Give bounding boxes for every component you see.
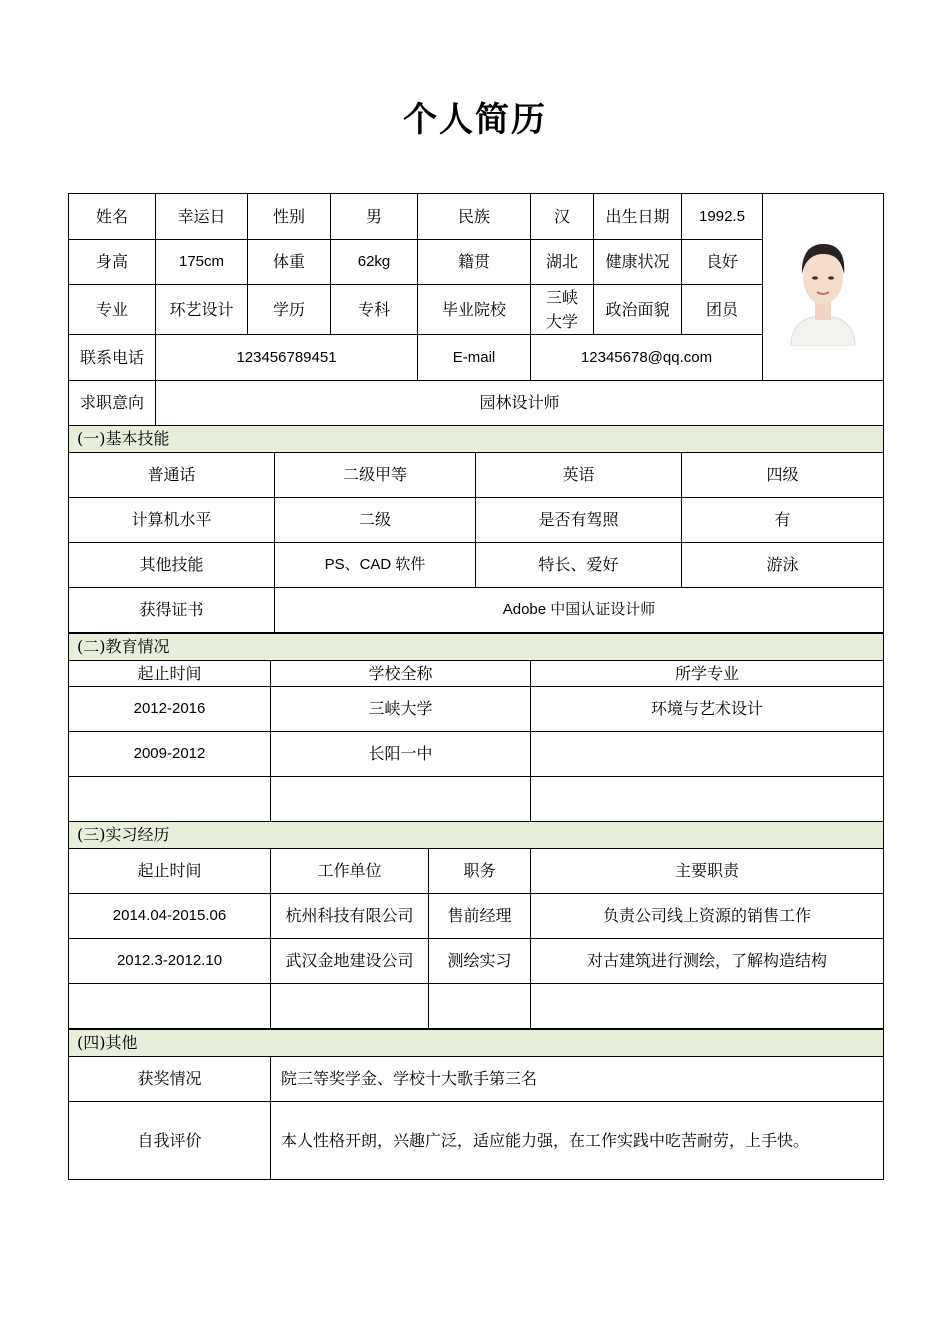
intern-header: 工作单位 <box>271 849 429 894</box>
edu-cell: 环境与艺术设计 <box>531 687 884 732</box>
political-value: 团员 <box>682 285 763 335</box>
gender-label: 性别 <box>248 194 331 240</box>
birth-label: 出生日期 <box>594 194 682 240</box>
phone-value: 123456789451 <box>156 335 418 381</box>
skill-cell: 二级甲等 <box>275 453 476 498</box>
edu-header: 所学专业 <box>531 661 884 687</box>
height-label: 身高 <box>69 240 156 285</box>
health-label: 健康状况 <box>594 240 682 285</box>
intern-cell: 2014.04-2015.06 <box>69 894 271 939</box>
other-table <box>68 1029 884 1180</box>
skills-heading: (一)基本技能 <box>69 426 884 453</box>
intern-cell: 武汉金地建设公司 <box>271 939 429 984</box>
edu-cell <box>531 777 884 822</box>
intern-cell: 2012.3-2012.10 <box>69 939 271 984</box>
edu-cell <box>531 732 884 777</box>
internship-table <box>68 821 884 1029</box>
intern-cell: 售前经理 <box>429 894 531 939</box>
skill-cell: 计算机水平 <box>69 498 275 543</box>
intent-value: 园林设计师 <box>156 381 884 426</box>
internship-heading: (三)实习经历 <box>69 822 884 849</box>
self-eval-label: 自我评价 <box>69 1102 271 1180</box>
name-label: 姓名 <box>69 194 156 240</box>
intern-cell <box>531 984 884 1029</box>
basic-info-table <box>68 193 884 426</box>
self-eval-value: 本人性格开朗，兴趣广泛，适应能力强，在工作实践中吃苦耐劳，上手快。 <box>271 1102 884 1180</box>
edu-cell: 2009-2012 <box>69 732 271 777</box>
skill-cell: 是否有驾照 <box>476 498 682 543</box>
intern-header: 起止时间 <box>69 849 271 894</box>
photo-cell <box>763 194 884 381</box>
edu-header: 起止时间 <box>69 661 271 687</box>
degree-value: 专科 <box>331 285 418 335</box>
intern-cell <box>271 984 429 1029</box>
intern-header: 职务 <box>429 849 531 894</box>
cert-label: 获得证书 <box>69 588 275 633</box>
edu-cell: 三峡大学 <box>271 687 531 732</box>
intern-cell: 测绘实习 <box>429 939 531 984</box>
edu-cell <box>271 777 531 822</box>
skill-cell: 二级 <box>275 498 476 543</box>
weight-value: 62kg <box>331 240 418 285</box>
ethnicity-label: 民族 <box>418 194 531 240</box>
edu-cell: 长阳一中 <box>271 732 531 777</box>
birth-value: 1992.5 <box>682 194 763 240</box>
skill-cell: 其他技能 <box>69 543 275 588</box>
intent-label: 求职意向 <box>69 381 156 426</box>
name-value: 幸运日 <box>156 194 248 240</box>
weight-label: 体重 <box>248 240 331 285</box>
gender-value: 男 <box>331 194 418 240</box>
school-value: 三峡大学 <box>531 285 594 335</box>
school-label: 毕业院校 <box>418 285 531 335</box>
skill-cell: 英语 <box>476 453 682 498</box>
major-value: 环艺设计 <box>156 285 248 335</box>
skill-cell: 有 <box>682 498 884 543</box>
intern-cell: 杭州科技有限公司 <box>271 894 429 939</box>
edu-cell <box>69 777 271 822</box>
intern-header: 主要职责 <box>531 849 884 894</box>
phone-label: 联系电话 <box>69 335 156 381</box>
intern-cell <box>429 984 531 1029</box>
email-value: 12345678@qq.com <box>531 335 763 381</box>
education-heading: (二)教育情况 <box>69 634 884 661</box>
skills-table <box>68 425 884 633</box>
portrait-photo-icon <box>777 228 869 346</box>
intern-cell: 负责公司线上资源的销售工作 <box>531 894 884 939</box>
awards-label: 获奖情况 <box>69 1057 271 1102</box>
edu-header: 学校全称 <box>271 661 531 687</box>
page-title: 个人简历 <box>403 100 547 140</box>
skill-cell: 游泳 <box>682 543 884 588</box>
intern-cell: 对古建筑进行测绘，了解构造结构 <box>531 939 884 984</box>
skill-cell: PS、CAD 软件 <box>275 543 476 588</box>
cert-value: Adobe 中国认证设计师 <box>275 588 884 633</box>
edu-cell: 2012-2016 <box>69 687 271 732</box>
ethnicity-value: 汉 <box>531 194 594 240</box>
major-label: 专业 <box>69 285 156 335</box>
skill-cell: 普通话 <box>69 453 275 498</box>
health-value: 良好 <box>682 240 763 285</box>
political-label: 政治面貌 <box>594 285 682 335</box>
origin-label: 籍贯 <box>418 240 531 285</box>
height-value: 175cm <box>156 240 248 285</box>
awards-value: 院三等奖学金、学校十大歌手第三名 <box>271 1057 884 1102</box>
other-heading: (四)其他 <box>69 1030 884 1057</box>
origin-value: 湖北 <box>531 240 594 285</box>
email-label: E-mail <box>418 335 531 381</box>
skill-cell: 四级 <box>682 453 884 498</box>
education-table <box>68 633 884 822</box>
intern-cell <box>69 984 271 1029</box>
skill-cell: 特长、爱好 <box>476 543 682 588</box>
degree-label: 学历 <box>248 285 331 335</box>
